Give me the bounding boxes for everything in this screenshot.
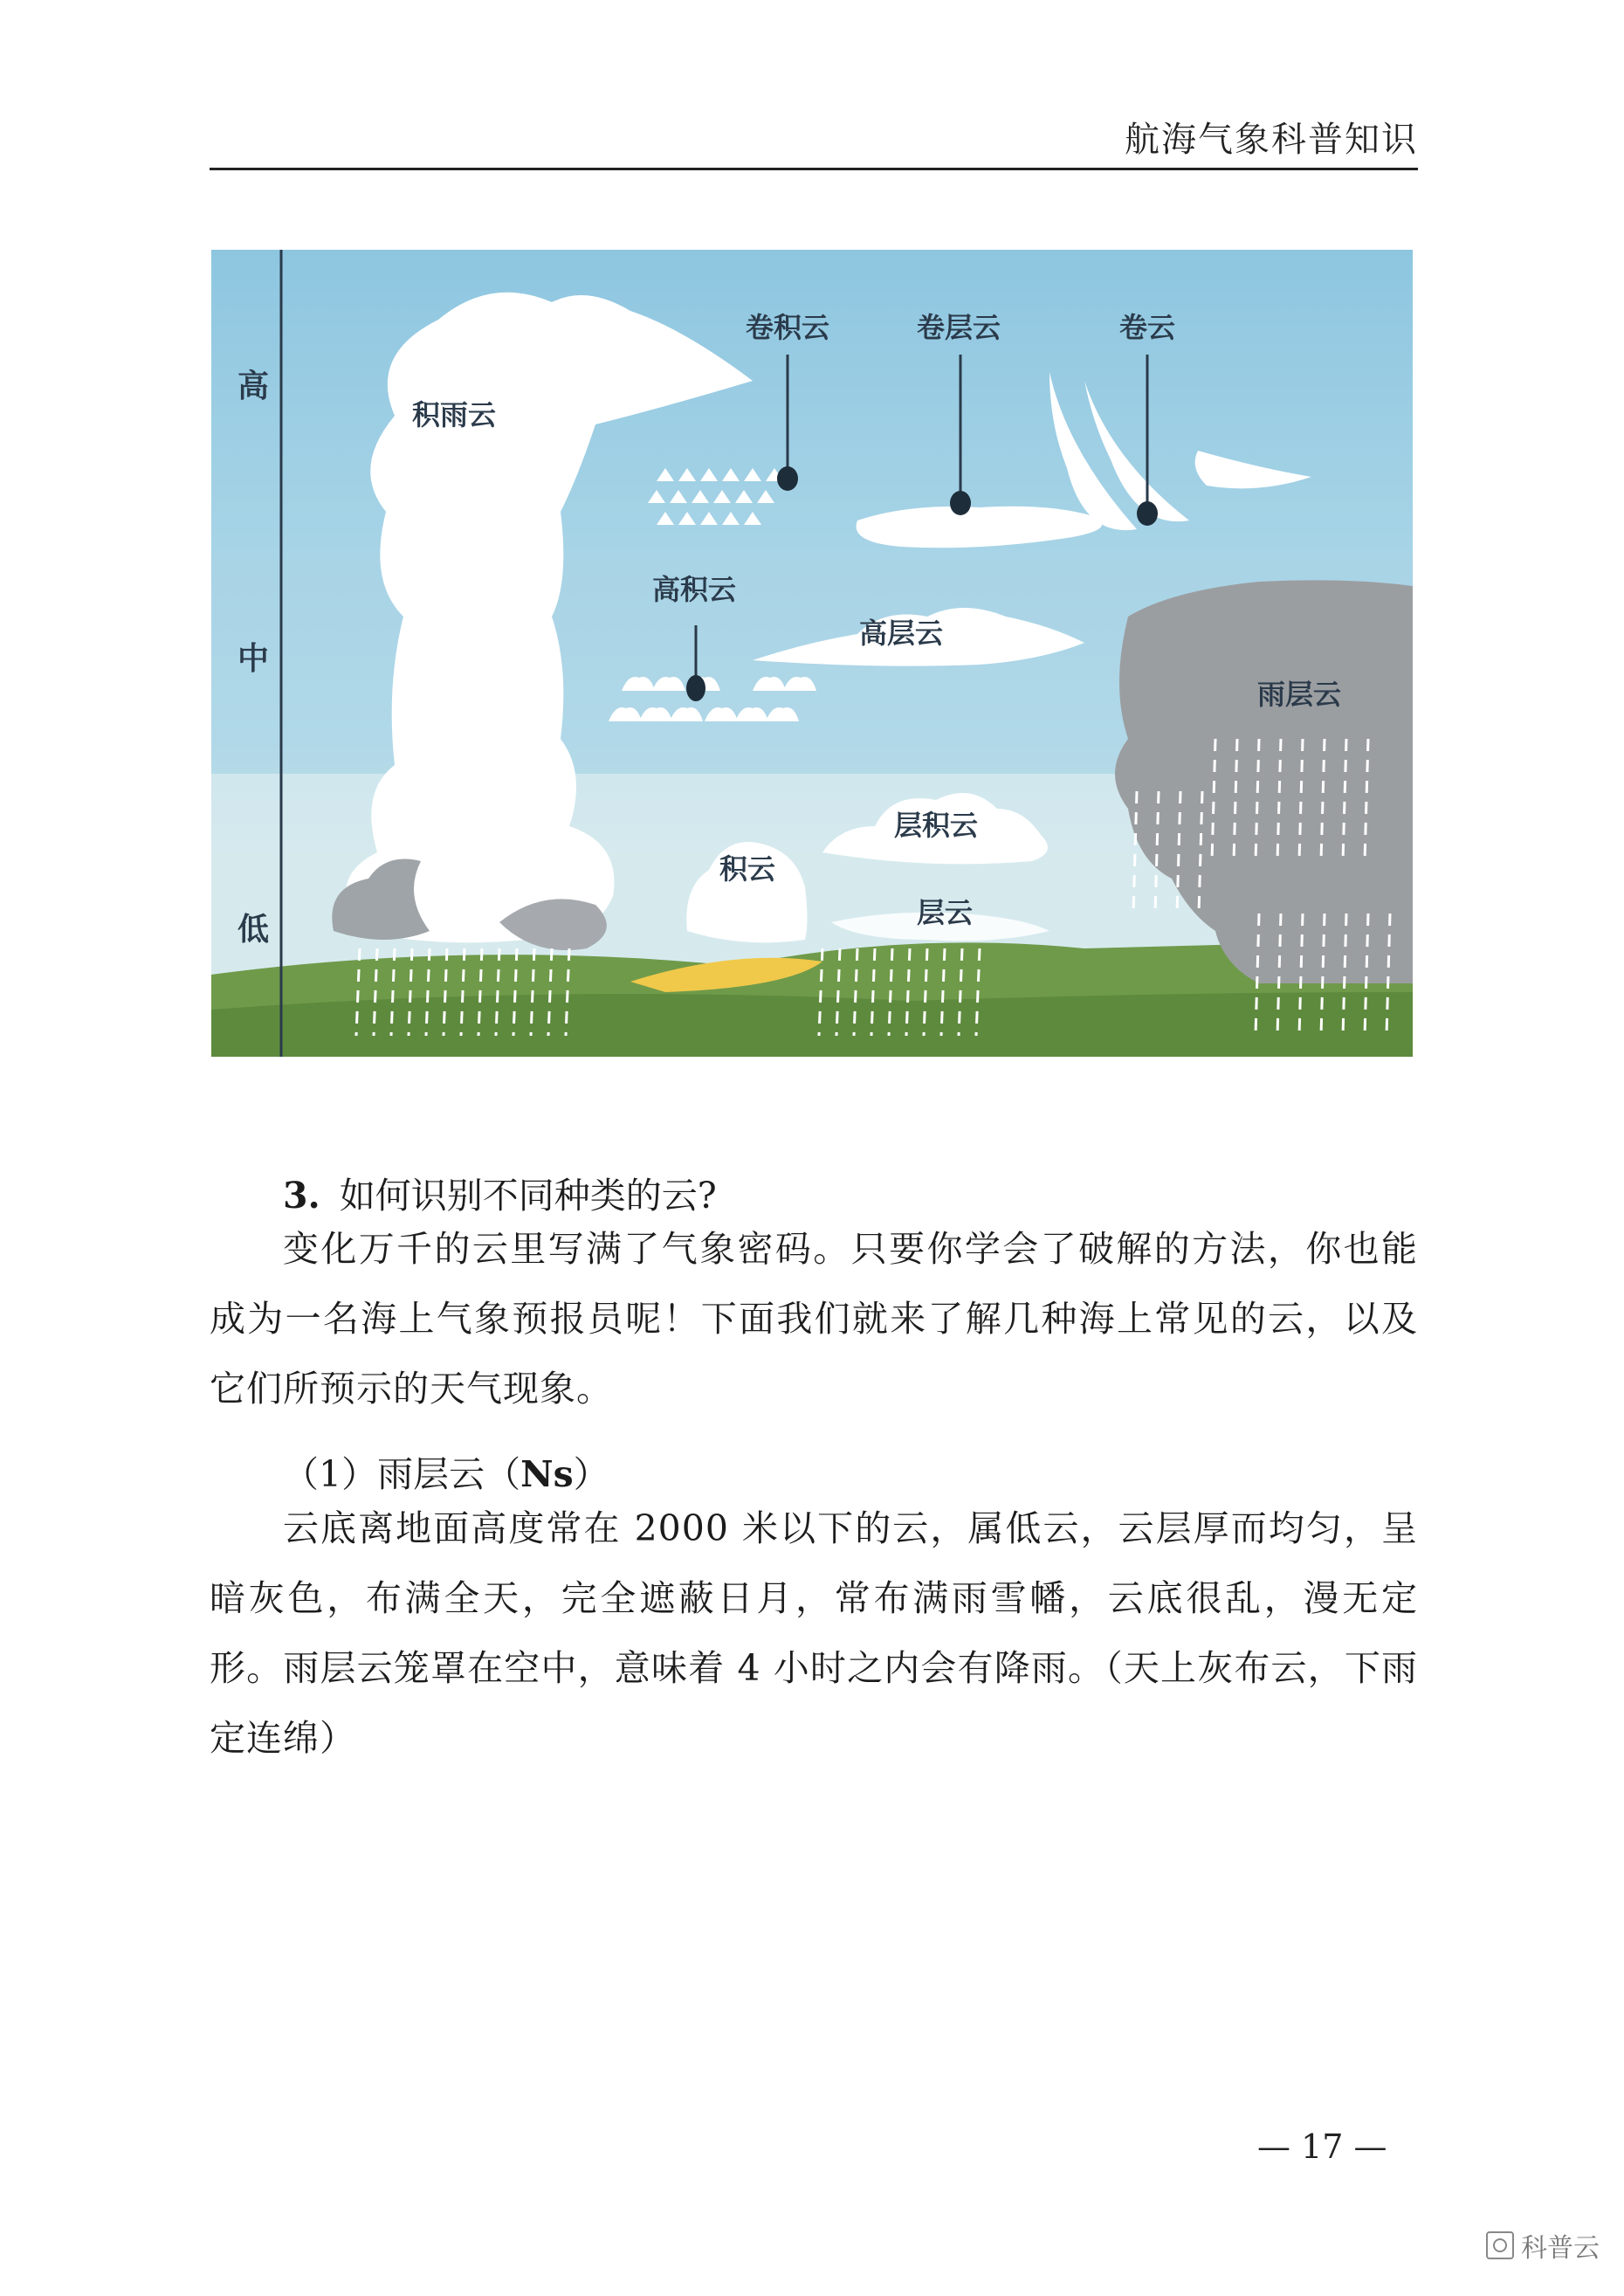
subsection-index: （1） <box>283 1453 378 1495</box>
altocumulus-marker <box>686 675 705 701</box>
header-rule <box>210 168 1418 170</box>
cirrus-marker <box>1137 501 1158 526</box>
nimbostratus-label: 雨层云 <box>1257 678 1342 711</box>
level-high-label: 高 <box>237 369 270 404</box>
subsection-code-close: ） <box>573 1453 609 1495</box>
running-header-title: 航海气象科普知识 <box>1125 120 1418 160</box>
stratus-label: 层云 <box>917 896 974 929</box>
altocumulus-label: 高积云 <box>652 573 737 606</box>
watermark <box>1486 2226 1600 2265</box>
watermark-text: 科普云 <box>1521 2233 1600 2264</box>
stratocumulus-label: 层积云 <box>894 809 979 842</box>
altostratus-label: 高层云 <box>859 617 944 650</box>
cumulonimbus-label: 积雨云 <box>412 398 497 431</box>
page-number: — 17 — <box>1257 2127 1387 2166</box>
cloud-types-figure <box>211 250 1413 1057</box>
intro-paragraph: 变化万千的云里写满了气象密码。只要你学会了破解的方法，你也能成为一名海上气象预报员呢！下面我们就来了解几种海上常见的云，以及它们所预示的天气现象。 <box>210 1228 1418 1410</box>
nimbostratus-paragraph: 云底离地面高度常在 2000 米以下的云，属低云，云层厚而均匀，呈暗灰色，布满全天，完全遮蔽日月，常布满雨雪幡，云底很乱，漫无定形。雨层云笼罩在空中，意味着 4 小时之内会有降雨。（天上灰布云，下雨定连绵） <box>210 1507 1418 1759</box>
subsection-code: Ns <box>520 1453 574 1495</box>
intro-paragraph-block <box>210 1214 1418 1424</box>
section-title: 如何识别不同种类的云? <box>339 1175 717 1217</box>
level-low-label: 低 <box>237 912 270 948</box>
subsection-code-open: （ <box>485 1453 521 1495</box>
level-middle-label: 中 <box>237 641 270 677</box>
cirrus-label: 卷云 <box>1119 311 1176 344</box>
watermark-logo-icon <box>1486 2231 1514 2259</box>
cirrocumulus-marker <box>777 466 798 491</box>
subsection-name: 雨层云 <box>377 1453 485 1495</box>
section-number: 3. <box>283 1175 320 1217</box>
section-heading <box>283 1167 717 1218</box>
cirrostratus-marker <box>950 491 971 515</box>
cirrocumulus-label: 卷积云 <box>746 311 830 344</box>
subsection-heading <box>283 1445 609 1497</box>
cirrostratus-label: 卷层云 <box>917 311 1001 344</box>
cloud-types-diagram <box>211 250 1413 1057</box>
nimbostratus-paragraph-block <box>210 1493 1418 1773</box>
cumulus-label: 积云 <box>719 852 776 886</box>
